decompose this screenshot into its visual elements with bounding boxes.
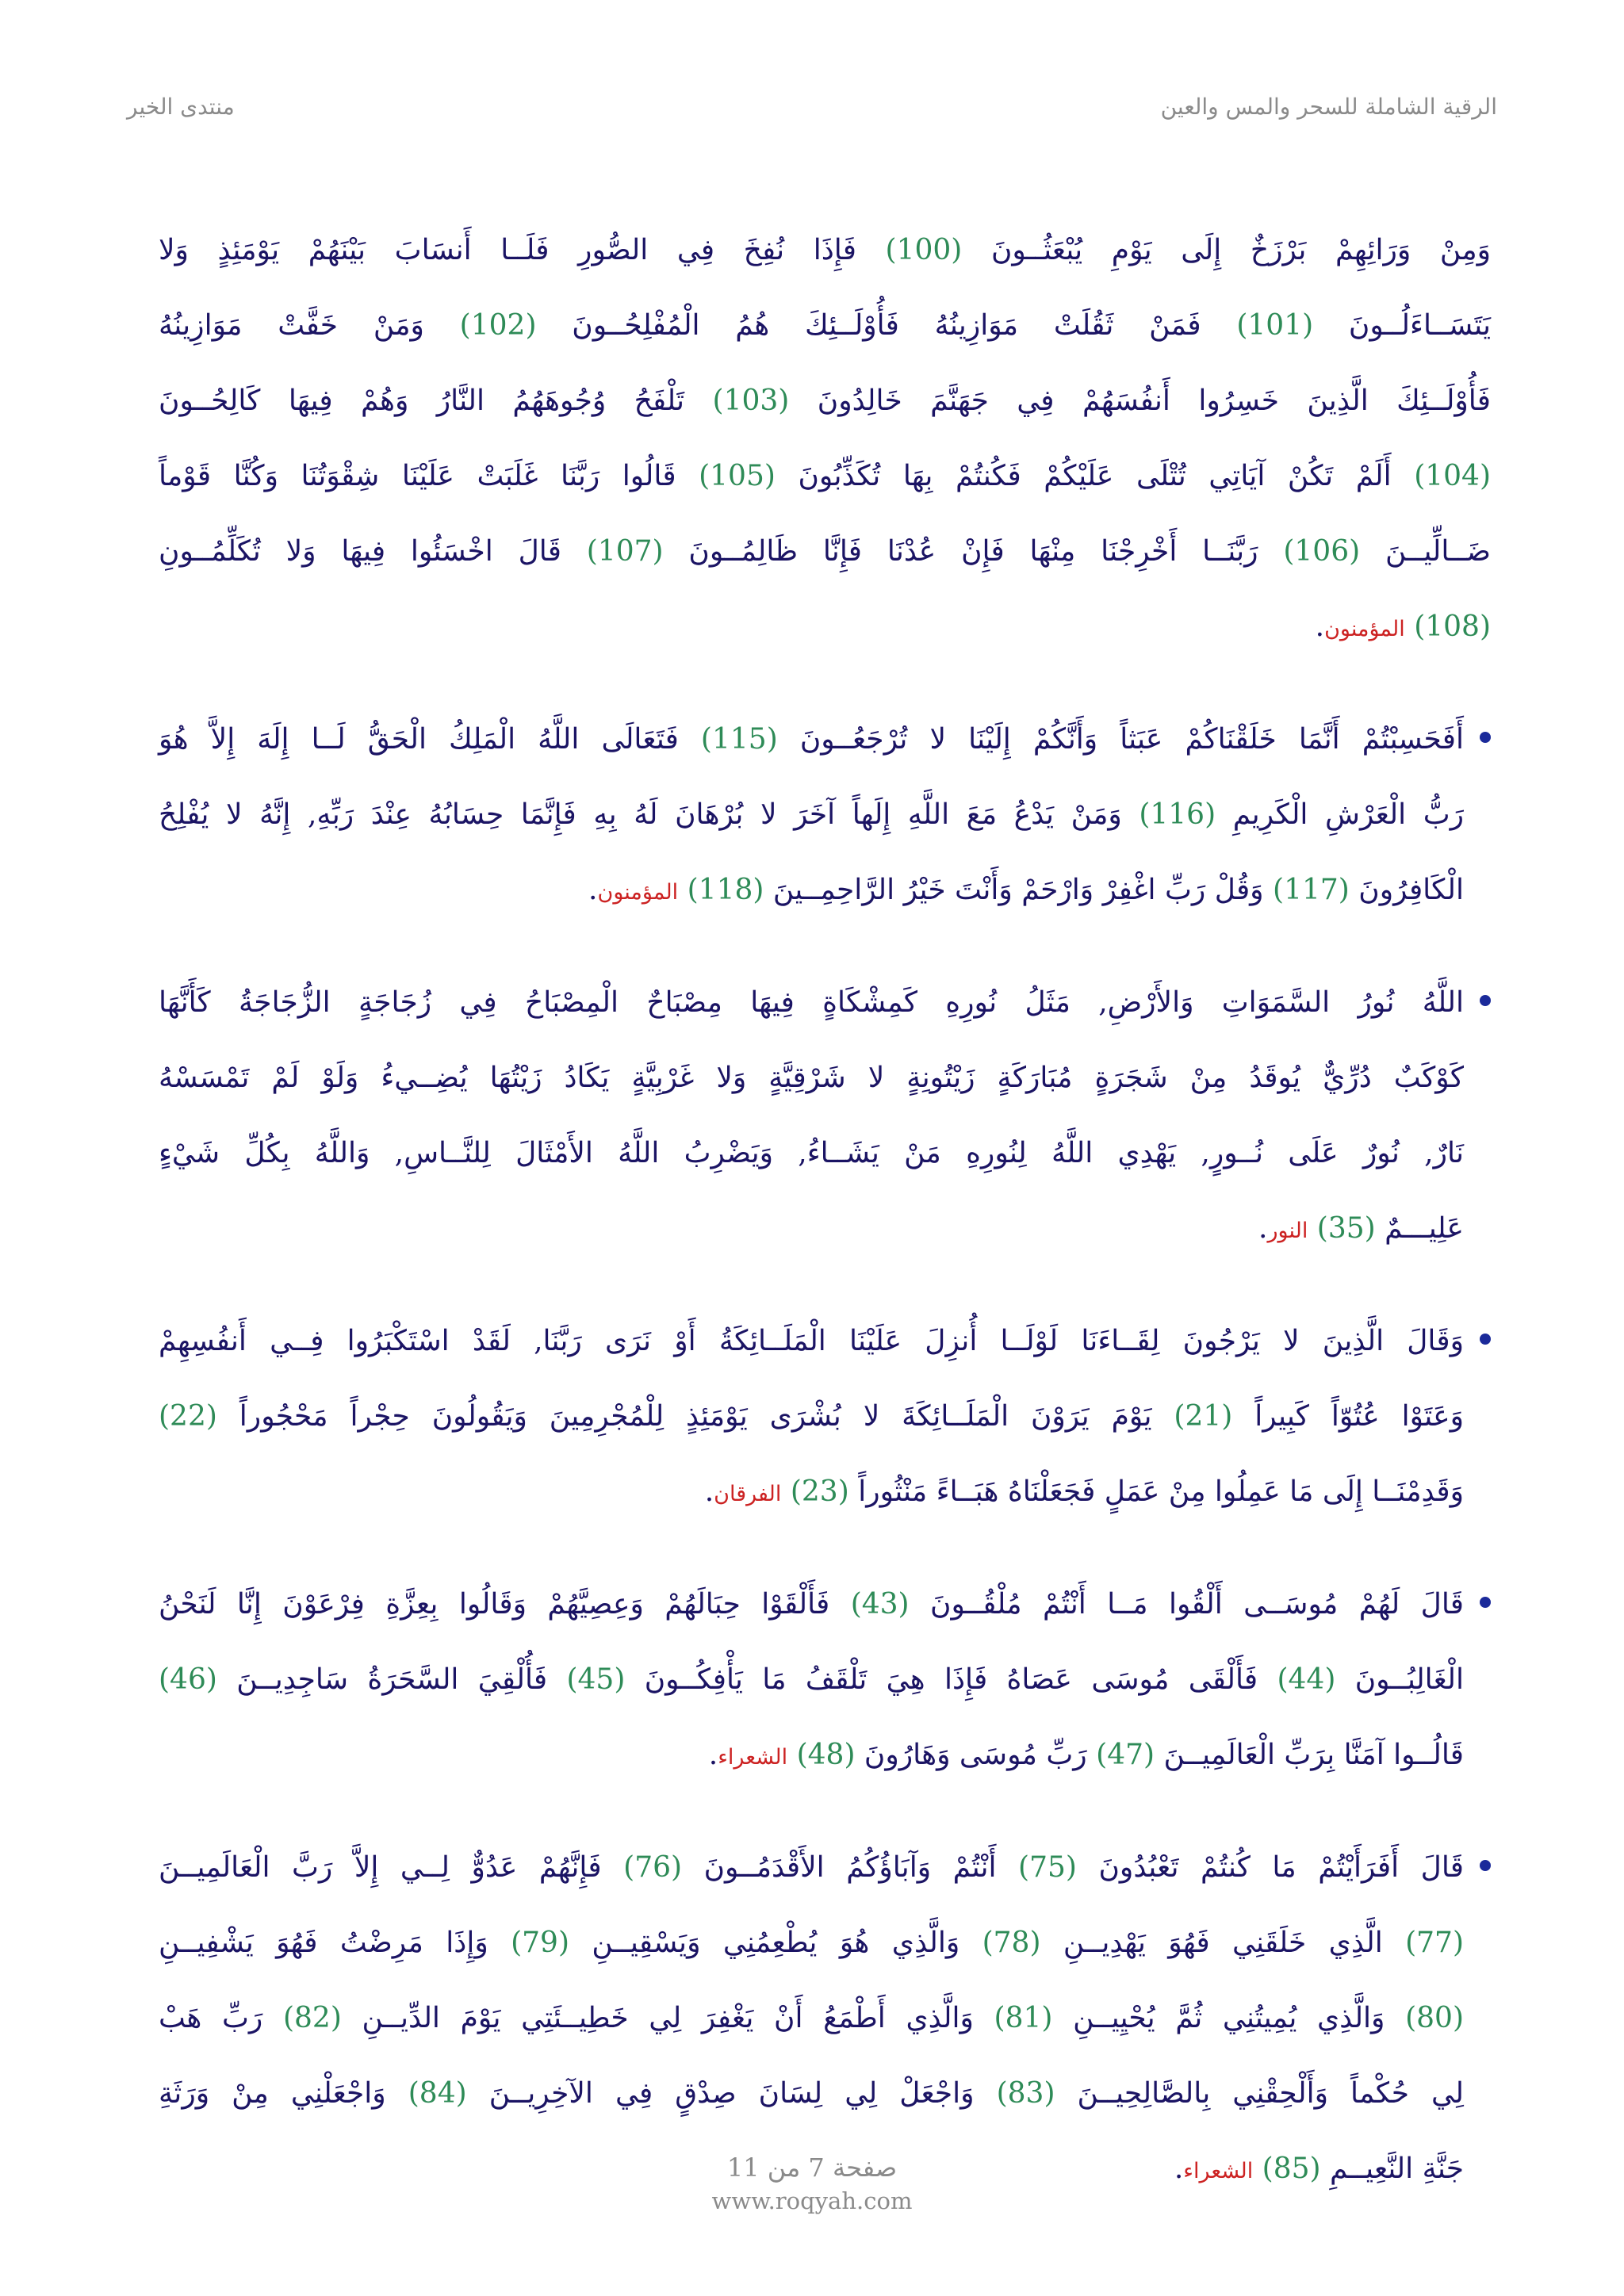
- bullet-point-icon: [1480, 1597, 1491, 1608]
- verse-number: (21): [1174, 1400, 1233, 1433]
- verse-text: وَالَّذِي أَطْمَعُ أَنْ يَغْفِرَ لِي خَطِيــئَتِي يَوْمَ الدِّيــنِ: [341, 2002, 994, 2034]
- bullet-point-icon: [1480, 1860, 1491, 1871]
- verse-line: [159, 1717, 1464, 1795]
- verse-number: (22): [159, 1400, 217, 1433]
- surah-name: المؤمنون: [1324, 617, 1405, 641]
- header-forum-name: منتدى الخير: [127, 94, 235, 120]
- verse-text: رَبِّ مُوسَى وَهَارُونَ: [855, 1739, 1097, 1771]
- verse-line: [159, 2056, 1464, 2131]
- verse-text: [1405, 610, 1414, 643]
- verse-number: (118): [687, 874, 764, 906]
- verse-text: وَاجْعَلْنِي مِنْ وَرَثَةِ: [159, 2077, 408, 2110]
- verse-line: [159, 1905, 1464, 1980]
- verse-line: [159, 965, 1464, 1040]
- verse-number: (78): [982, 1927, 1041, 1959]
- verse-text: قَالَ لَهُمْ مُوسَــى أَلْقُوا مَــا أَنْتُمْ مُلْقُــونَ: [909, 1588, 1465, 1621]
- verse-line: [159, 1303, 1464, 1379]
- verse-text: قَالُــوا آمَنَّا بِرَبِّ الْعَالَمِيــنَ: [1155, 1739, 1464, 1771]
- verse-text: .: [1258, 1212, 1268, 1245]
- verse-text: [678, 874, 687, 906]
- verse-line: [159, 1191, 1464, 1269]
- verse-text: فَإِذَا نُفِخَ فِي الصُّورِ فَلَــا أَنسَابَ بَيْنَهُمْ يَوْمَئِذٍ وَلا: [159, 234, 886, 266]
- verse-number: (84): [408, 2077, 467, 2110]
- page-footer: [0, 2150, 1624, 2217]
- verse-line: [159, 288, 1491, 363]
- verse-text: .: [704, 1475, 714, 1508]
- verse-number: (81): [994, 2002, 1053, 2034]
- verse-number: (115): [700, 723, 778, 756]
- verse-number: (23): [790, 1475, 849, 1508]
- verse-line: [159, 363, 1491, 438]
- verse-text: جَنَّةِ النَّعِيــمِ: [1320, 2152, 1464, 2185]
- verses-body: [159, 212, 1491, 2209]
- verse-text: يَتَسَــاءَلُــونَ: [1313, 309, 1492, 342]
- verse-text: الْكَافِرُونَ: [1349, 874, 1464, 906]
- verse-text: اللَّهُ نُورُ السَّمَوَاتِ وَالأَرْضِ, مَثَلُ نُورِهِ كَمِشْكَاةٍ فِيهَا مِصْبَاحٌ الْمِصْبَاحُ فِي زُجَاجَةٍ الزُّجَاجَةُ كَأَنَّهَا: [159, 986, 1464, 1019]
- verse-number: (43): [850, 1588, 910, 1621]
- verse-text: ضَــالِّيــنَ: [1360, 535, 1491, 568]
- verse-number: (45): [566, 1663, 626, 1696]
- verse-text: فَأُوْلَــئِكَ الَّذِينَ خَسِرُوا أَنفُسَهُمْ فِي جَهَنَّمَ خَالِدُونَ: [789, 385, 1491, 417]
- verse-text: وَإِذَا مَرِضْتُ فَهُوَ يَشْفِيــنِ: [159, 1927, 511, 1959]
- verse-number: (107): [586, 535, 664, 568]
- verse-text: أَلَمْ تَكُنْ آيَاتِي تُتْلَى عَلَيْكُمْ فَكُنتُمْ بِهَا تُكَذِّبُونَ: [775, 460, 1415, 492]
- verse-number: (35): [1316, 1212, 1376, 1245]
- verse-text: وَقُلْ رَبِّ اغْفِرْ وَارْحَمْ وَأَنْتَ خَيْرُ الرَّاحِمِــينَ: [764, 874, 1274, 906]
- verse-text: الْغَالِبُــونَ: [1335, 1663, 1464, 1696]
- verse-number: (102): [459, 309, 537, 342]
- verse-text: وَاجْعَلْ لِي لِسَانَ صِدْقٍ فِي الآخِرِيــنَ: [466, 2077, 997, 2110]
- verse-number: (108): [1414, 610, 1491, 643]
- surah-name: النور: [1267, 1219, 1308, 1243]
- verse-line: [159, 1567, 1464, 1642]
- bullet-point-icon: [1480, 732, 1491, 743]
- verse-text: كَوْكَبٌ دُرِّيٌّ يُوقَدُ مِنْ شَجَرَةٍ مُبَارَكَةٍ زَيْتُونِةٍ لا شَرْقِيَّةٍ وَلا غَرْبِيَّةٍ يَكَادُ زَيْتُهَا يُضِــيءُ وَلَوْ لَمْ تَمْسَسْهُ: [159, 1062, 1464, 1094]
- verse-paragraph: [159, 965, 1491, 1269]
- page-number: صفحة 7 من 11: [726, 2152, 898, 2183]
- verse-line: [159, 212, 1491, 288]
- verse-text: رَبُّ الْعَرْشِ الْكَرِيمِ: [1216, 798, 1465, 831]
- verse-number: (100): [885, 234, 963, 266]
- verse-line: [159, 1980, 1464, 2056]
- bullet-point-icon: [1480, 1334, 1491, 1345]
- verse-line: [159, 1642, 1464, 1717]
- verse-text: وَمِنْ وَرَائِهِمْ بَرْزَخٌ إِلَى يَوْمِ يُبْعَثُــونَ: [962, 234, 1491, 266]
- verse-text: وَمَنْ خَفَّتْ مَوَازِينُهُ: [159, 309, 460, 342]
- verse-line: [159, 852, 1464, 930]
- verse-line: [159, 1379, 1464, 1454]
- verse-number: (79): [511, 1927, 569, 1959]
- verse-text: الَّذِي خَلَقَنِي فَهُوَ يَهْدِيــنِ: [1040, 1927, 1406, 1959]
- surah-name: الشعراء: [1183, 2159, 1254, 2183]
- verse-line: [159, 514, 1491, 589]
- verse-text: وَمَنْ يَدْعُ مَعَ اللَّهِ إِلَهاً آخَرَ لا بُرْهَانَ لَهُ بِهِ فَإِنَّمَا حِسَابُهُ عِنْدَ رَبِّهِ, إِنَّهُ لا يُفْلِحُ: [159, 798, 1139, 831]
- verse-number: (48): [796, 1739, 856, 1771]
- verse-text: [781, 1475, 790, 1508]
- verse-text: تَلْفَحُ وُجُوهَهُمُ النَّارُ وَهُمْ فِيهَا كَالِحُــونَ: [159, 385, 713, 417]
- verse-number: (106): [1283, 535, 1361, 568]
- verse-number: (83): [996, 2077, 1055, 2110]
- verse-text: .: [708, 1739, 718, 1771]
- verse-number: (116): [1139, 798, 1216, 831]
- verse-text: يَوْمَ يَرَوْنَ الْمَلَــائِكَةَ لا بُشْرَى يَوْمَئِذٍ لِلْمُجْرِمِينَ وَيَقُولُونَ حِجْراً مَحْجُوراً: [216, 1400, 1174, 1433]
- verse-text: وَقَالَ الَّذِينَ لا يَرْجُونَ لِقَــاءَنَا لَوْلَــا أُنزِلَ عَلَيْنَا الْمَلَــائِكَةُ أَوْ نَرَى رَبَّنَا, لَقَدْ اسْتَكْبَرُوا فِــي أَنفُسِهِمْ: [159, 1325, 1464, 1357]
- verse-text: أَفَحَسِبْتُمْ أَنَّمَا خَلَقْنَاكُمْ عَبَثاً وَأَنَّكُمْ إِلَيْنَا لا تُرْجَعُــونَ: [777, 723, 1464, 756]
- verse-text: فَمَنْ ثَقُلَتْ مَوَازِينُهُ فَأُوْلَــئِكَ هُمُ الْمُفْلِحُــونَ: [536, 309, 1237, 342]
- verse-number: (75): [1018, 1851, 1077, 1884]
- verse-line: [159, 777, 1464, 852]
- verse-line: [159, 438, 1491, 514]
- verse-paragraph: [159, 1303, 1491, 1532]
- verse-number: (82): [282, 2002, 342, 2034]
- verse-text: وَالَّذِي هُوَ يُطْعِمُنِي وَيَسْقِيــنِ: [569, 1927, 982, 1959]
- verse-text: فَتَعَالَى اللَّهُ الْمَلِكُ الْحَقُّ لَــا إِلَهَ إِلاَّ هُوَ: [159, 723, 701, 756]
- verse-text: عَلِيـــمٌ: [1375, 1212, 1464, 1245]
- running-header: [0, 94, 1624, 141]
- verse-text: لِي حُكْماً وَأَلْحِقْنِي بِالصَّالِحِيــنَ: [1055, 2077, 1464, 2110]
- verse-text: فَإِنَّهُمْ عَدُوٌّ لِــي إِلاَّ رَبَّ الْعَالَمِيــنَ: [159, 1851, 624, 1884]
- surah-name: الفرقان: [714, 1482, 782, 1506]
- verse-text: أَنْتُمْ وَآبَاؤُكُمُ الأَقْدَمُــونَ: [682, 1851, 1019, 1884]
- verse-paragraph: [159, 702, 1491, 930]
- verse-line: [159, 1040, 1464, 1115]
- verse-number: (76): [623, 1851, 683, 1884]
- verse-number: (101): [1236, 309, 1314, 342]
- verse-number: (117): [1273, 874, 1350, 906]
- verse-text: فَأُلْقِيَ السَّحَرَةُ سَاجِدِيــنَ: [216, 1663, 567, 1696]
- verse-number: (44): [1277, 1663, 1336, 1696]
- verse-text: .: [1174, 2152, 1184, 2185]
- verse-line: [159, 1115, 1464, 1191]
- header-title: الرقية الشاملة للسحر والمس والعين: [1160, 94, 1497, 120]
- verse-text: قَالَ اخْسَئُوا فِيهَا وَلا تُكَلِّمُــونِ: [159, 535, 587, 568]
- verse-number: (85): [1262, 2152, 1321, 2185]
- verse-text: [787, 1739, 796, 1771]
- verse-number: (46): [159, 1663, 217, 1696]
- verse-text: قَالُوا رَبَّنَا غَلَبَتْ عَلَيْنَا شِقْوَتُنَا وَكُنَّا قَوْماً: [159, 460, 699, 492]
- verse-number: (77): [1405, 1927, 1464, 1959]
- verse-number: (80): [1405, 2002, 1465, 2034]
- verse-text: وَالَّذِي يُمِيتُنِي ثُمَّ يُحْيِيــنِ: [1052, 2002, 1406, 2034]
- verse-paragraph: [159, 1567, 1491, 1795]
- verse-text: نَارٌ, نُورٌ عَلَى نُــورٍ, يَهْدِي اللَّهُ لِنُورِهِ مَنْ يَشَــاءُ, وَيَضْرِبُ اللَّهُ الأَمْثَالَ لِلنَّــاسِ, وَاللَّهُ بِكُلِّ شَيْءٍ: [159, 1137, 1464, 1169]
- verse-paragraph: [159, 212, 1491, 667]
- surah-name: الشعراء: [718, 1745, 788, 1770]
- verse-text: [1308, 1212, 1316, 1245]
- verse-line: [159, 1830, 1464, 1905]
- surah-name: المؤمنون: [597, 880, 679, 905]
- verse-text: قَالَ أَفَرَأَيْتُمْ مَا كُنتُمْ تَعْبُدُونَ: [1076, 1851, 1464, 1884]
- verse-number: (103): [712, 385, 790, 417]
- verse-text: رَبِّ هَبْ: [159, 2002, 283, 2034]
- verse-text: .: [1315, 610, 1325, 643]
- verse-number: (104): [1414, 460, 1491, 492]
- verse-text: وَقَدِمْنَــا إِلَى مَا عَمِلُوا مِنْ عَمَلٍ فَجَعَلْنَاهُ هَبَــاءً مَنْثُوراً: [848, 1475, 1464, 1508]
- verse-text: رَبَّنَــا أَخْرِجْنَا مِنْهَا فَإِنْ عُدْنَا فَإِنَّا ظَالِمُــونَ: [663, 535, 1284, 568]
- verse-line: [159, 702, 1464, 777]
- verse-text: فَأَلْقَوْا حِبَالَهُمْ وَعِصِيَّهُمْ وَقَالُوا بِعِزَّةِ فِرْعَوْنَ إِنَّا لَنَحْنُ: [159, 1588, 851, 1621]
- verse-text: .: [588, 874, 598, 906]
- bullet-point-icon: [1480, 995, 1491, 1006]
- verse-text: وَعَتَوْا عُتُوّاً كَبِيراً: [1232, 1400, 1464, 1433]
- verse-line: [159, 1454, 1464, 1532]
- verse-text: فَأَلْقَى مُوسَى عَصَاهُ فَإِذَا هِيَ تَلْقَفُ مَا يَأْفِكُــونَ: [625, 1663, 1277, 1696]
- verse-number: (47): [1096, 1739, 1155, 1771]
- verse-line: [159, 589, 1491, 667]
- website-link[interactable]: www.roqyah.com: [711, 2187, 913, 2214]
- verse-number: (105): [699, 460, 776, 492]
